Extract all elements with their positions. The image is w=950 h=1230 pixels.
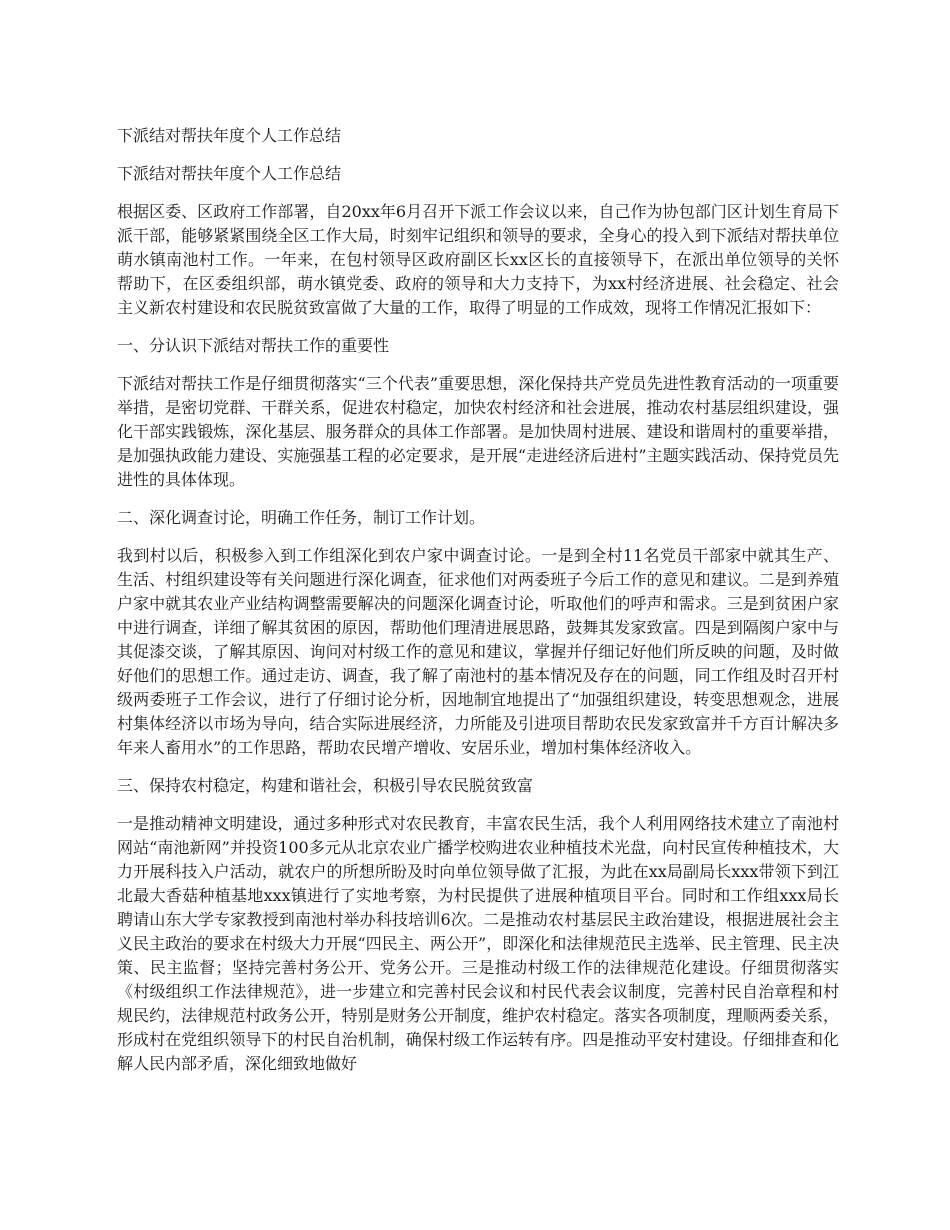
document-page: [117, 124, 839, 1090]
section-3-heading: 三、保持农村稳定，构建和谐社会，积极引导农民脱贫致富: [117, 776, 534, 795]
section-2-heading: 二、深化调查讨论，明确工作任务，制订工作计划。: [117, 508, 486, 527]
document-subtitle: 下派结对帮扶年度个人工作总结: [117, 164, 342, 183]
section-3-paragraph: 一是推动精神文明建设，通过多种形式对农民教育，丰富农民生活，我个人利用网络技术建立了南池村网站“南池新网”并投资100多元从北京农业广播学校购进农业种植技术光盘，向村民宣传种植技术，大力开展科技入户活动，就农户的所想所盼及时向单位领导做了汇报，为此在xx局副局长xxx带领下到江北最大香菇种植基地xxx镇进行了实地考察，为村民提供了进展种植项目平台。同时和工作组xxx局长聘请山东大学专家教授到南池村举办科技培训6次。二是推动农村基层民主政治建设，根据进展社会主义民主政治的要求在村级大力开展“四民主、两公开”，即深化和法律规范民主选举、民主管理、民主决策、民主监督；坚持完善村务公开、党务公开。三是推动村级工作的法律规范化建设。仔细贯彻落实《村级组织工作法律规范》，进一步建立和完善村民会议和村民代表会议制度，完善村民自治章程和村规民约，法律规范村政务公开，特别是财务公开制度，维护农村稳定。落实各项制度，理顺两委关系，形成村在党组织领导下的村民自治机制，确保村级工作运转有序。四是推动平安村建设。仔细排查和化解人民内部矛盾，深化细致地做好: [117, 814, 839, 1073]
section-1-heading: 一、分认识下派结对帮扶工作的重要性: [117, 336, 390, 355]
intro-paragraph: 根据区委、区政府工作部署，自20xx年6月召开下派工作会议以来，自己作为协包部门区计划生育局下派干部，能够紧紧围绕全区工作大局，时刻牢记组织和领导的要求，全身心的投入到下派结对帮扶单位萌水镇南池村工作。一年来，在包村领导区政府副区长xx区长的直接领导下，在派出单位领导的关怀帮助下，在区委组织部，萌水镇党委、政府的领导和大力支持下，为xx村经济进展、社会稳定、社会主义新农村建设和农民脱贫致富做了大量的工作，取得了明显的工作成效，现将工作情况汇报如下：: [117, 202, 839, 317]
section-2-paragraph: 我到村以后，积极参入到工作组深化到农户家中调查讨论。一是到全村11名党员干部家中就其生产、生活、村组织建设等有关问题进行深化调查，征求他们对两委班子今后工作的意见和建议。二是到养殖户家中就其农业产业结构调整需要解决的问题深化调查讨论，听取他们的呼声和需求。三是到贫困户家中进行调查，详细了解其贫困的原因，帮助他们理清进展思路，鼓舞其发家致富。四是到隔阂户家中与其促漆交谈，了解其原因、询问对村级工作的意见和建议，掌握并仔细记好他们所反映的问题，及时做好他们的思想工作。通过走访、调查，我了解了南池村的基本情况及存在的问题，同工作组及时召开村级两委班子工作会议，进行了仔细讨论分析，因地制宜地提出了“加强组织建设，转变思想观念，进展村集体经济以市场为导向，结合实际进展经济，力所能及引进项目帮助农民发家致富并千方百计解决多年来人畜用水”的工作思路，帮助农民增产增收、安居乐业，增加村集体经济收入。: [117, 546, 839, 757]
section-1-paragraph: 下派结对帮扶工作是仔细贯彻落实“三个代表”重要思想，深化保持共产党员先进性教育活动的一项重要举措，是密切党群、干群关系，促进农村稳定，加快农村经济和社会进展，推动农村基层组织建设，强化干部实践锻炼，深化基层、服务群众的具体工作部署。是加快周村进展、建设和谐周村的重要举措，是加强执政能力建设、实施强基工程的必定要求，是开展“走进经济后进村”主题实践活动、保持党员先进性的具体体现。: [117, 374, 839, 489]
document-title: 下派结对帮扶年度个人工作总结: [117, 126, 342, 145]
